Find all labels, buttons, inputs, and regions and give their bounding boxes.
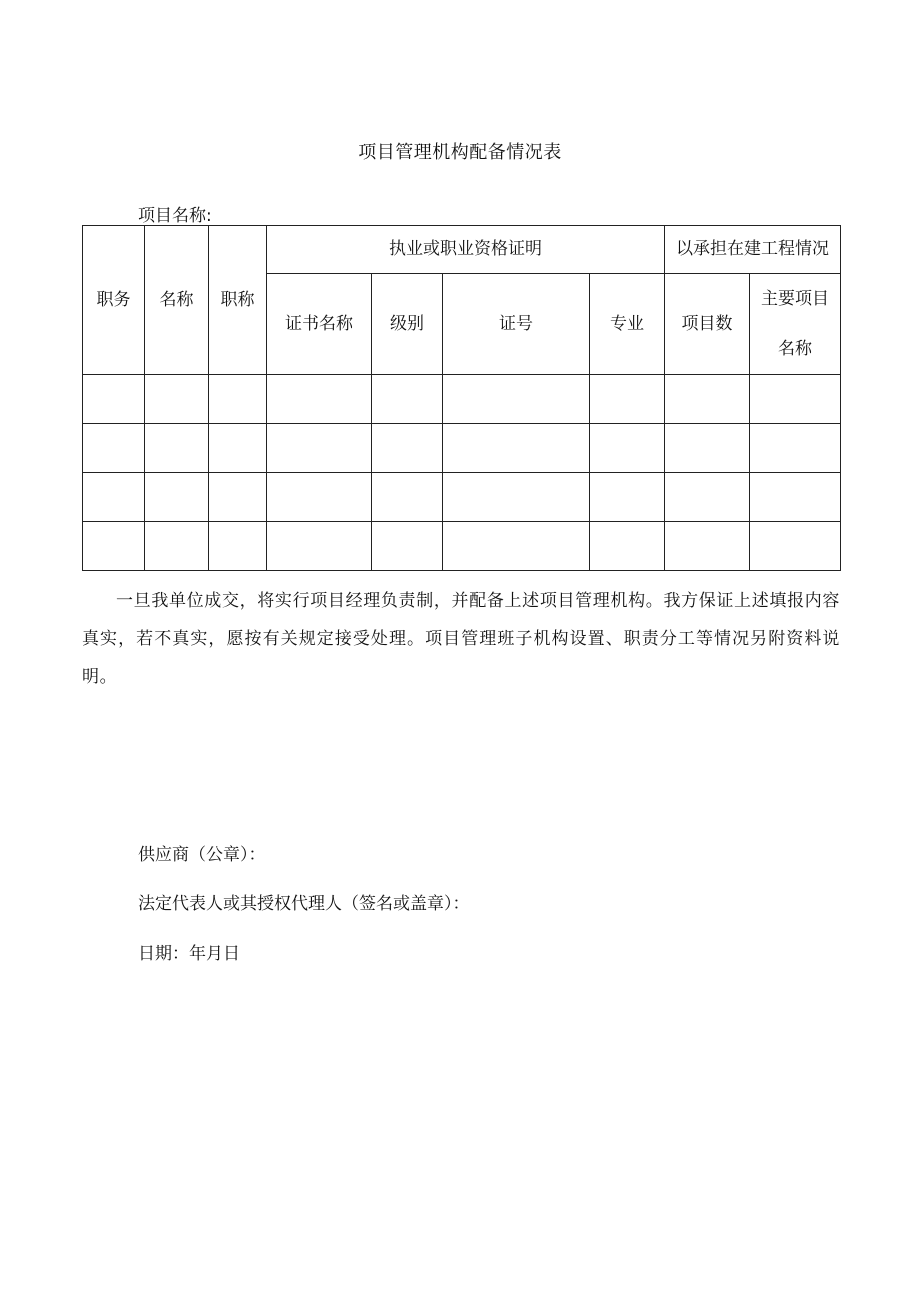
- table-cell[interactable]: [443, 424, 590, 473]
- table-cell[interactable]: [665, 375, 750, 424]
- table-header-row: [83, 226, 841, 274]
- representative-signature-label: 法定代表人或其授权代理人（签名或盖章）：: [138, 894, 470, 914]
- table-cell[interactable]: [665, 522, 750, 571]
- table-cell[interactable]: [750, 473, 841, 522]
- header-cert-name: 证书名称: [267, 274, 372, 375]
- table-cell[interactable]: [145, 424, 209, 473]
- date-label: 日期：年月日: [138, 944, 240, 964]
- staff-table: [82, 225, 841, 571]
- table-row: [83, 522, 841, 571]
- table-cell[interactable]: [83, 424, 145, 473]
- table-cell[interactable]: [750, 522, 841, 571]
- header-main-project-name: [750, 274, 841, 375]
- header-major: 专业: [590, 274, 665, 375]
- table-cell[interactable]: [372, 473, 443, 522]
- table-cell[interactable]: [209, 424, 267, 473]
- table-cell[interactable]: [209, 473, 267, 522]
- table-row: [83, 424, 841, 473]
- table-cell[interactable]: [443, 473, 590, 522]
- header-main-project-line1: 主要项目: [761, 289, 829, 309]
- table-cell[interactable]: [443, 522, 590, 571]
- commitment-statement: 一旦我单位成交，将实行项目经理负责制，并配备上述项目管理机构。我方保证上述填报内容真实，若不真实，愿按有关规定接受处理。项目管理班子机构设置、职责分工等情况另附资料说明。: [82, 591, 840, 687]
- table-cell[interactable]: [750, 375, 841, 424]
- table-cell[interactable]: [145, 522, 209, 571]
- table-row: [83, 375, 841, 424]
- table-cell[interactable]: [372, 424, 443, 473]
- table-cell[interactable]: [590, 473, 665, 522]
- table-cell[interactable]: [590, 424, 665, 473]
- table-cell[interactable]: [267, 522, 372, 571]
- table-cell[interactable]: [590, 375, 665, 424]
- header-position: 职务: [83, 226, 145, 375]
- header-name: 名称: [145, 226, 209, 375]
- table-cell[interactable]: [372, 522, 443, 571]
- table-cell[interactable]: [83, 473, 145, 522]
- table-cell[interactable]: [145, 375, 209, 424]
- table-cell[interactable]: [372, 375, 443, 424]
- supplier-seal-label: 供应商（公章）：: [138, 845, 266, 865]
- table-cell[interactable]: [665, 424, 750, 473]
- project-name-label: 项目名称:: [138, 206, 212, 226]
- header-level: 级别: [372, 274, 443, 375]
- table-cell[interactable]: [590, 522, 665, 571]
- header-qualification-group: 执业或职业资格证明: [267, 226, 665, 274]
- table-cell[interactable]: [665, 473, 750, 522]
- table-cell[interactable]: [267, 424, 372, 473]
- table-cell[interactable]: [209, 375, 267, 424]
- table-cell[interactable]: [750, 424, 841, 473]
- header-project-count: 项目数: [665, 274, 750, 375]
- table-cell[interactable]: [267, 375, 372, 424]
- page-title: 项目管理机构配备情况表: [358, 142, 562, 163]
- table-cell[interactable]: [83, 375, 145, 424]
- header-main-project-line2: 名称: [778, 339, 812, 359]
- header-cert-no: 证号: [443, 274, 590, 375]
- table-cell[interactable]: [209, 522, 267, 571]
- table-cell[interactable]: [267, 473, 372, 522]
- table-cell[interactable]: [145, 473, 209, 522]
- header-job-title: 职称: [209, 226, 267, 375]
- table-row: [83, 473, 841, 522]
- table-cell[interactable]: [443, 375, 590, 424]
- table-cell[interactable]: [83, 522, 145, 571]
- header-projects-group: 以承担在建工程情况: [665, 226, 841, 274]
